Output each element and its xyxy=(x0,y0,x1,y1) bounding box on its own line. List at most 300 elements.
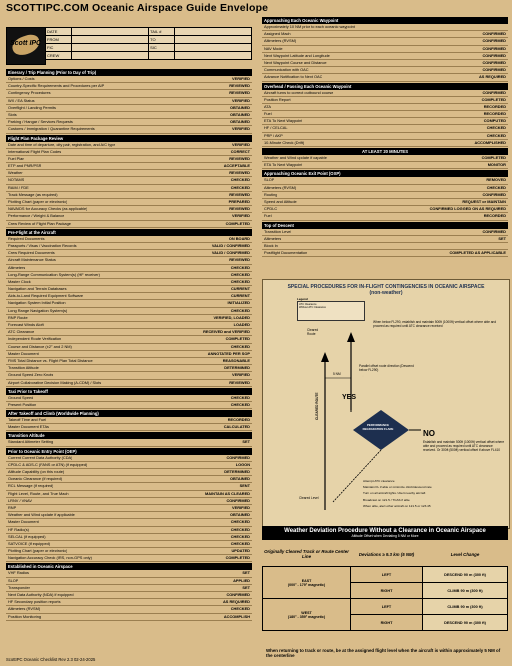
checklist-item-value: VERIFIED, LOADED xyxy=(213,314,250,320)
track-range: (000° - 179° magnetic) xyxy=(287,582,326,587)
section-header: Itinerary / Trip Planning (Prior to Day of Trip) xyxy=(6,69,252,76)
checklist-row[interactable] xyxy=(6,149,252,156)
checklist-item-label: Master Document xyxy=(8,519,39,525)
checklist-item-value: COMPLETED xyxy=(225,220,250,226)
checklist-row[interactable] xyxy=(6,177,252,184)
checklist-item-value: RECORDED xyxy=(483,213,506,219)
legend-item: ATC Clearance xyxy=(299,303,317,306)
checklist-item-label: PRP / AKP xyxy=(264,132,283,138)
checklist-item-label: Airport Collaborative Decision Making (A-CDM) / Slots xyxy=(8,379,102,385)
checklist-row[interactable] xyxy=(6,365,252,372)
contingency-bullet: When able, alert other aircraft on 121.5 or 123.45 xyxy=(363,503,431,508)
checklist-item-label: Transition Level xyxy=(264,228,292,234)
page-title: SCOTTIPC.COM Oceanic Airspace Guide Envelope xyxy=(6,2,269,14)
id-grid-field[interactable] xyxy=(175,28,252,36)
id-grid-field[interactable] xyxy=(175,52,252,60)
checklist-item-label: Master Document ETAs xyxy=(8,424,50,430)
checklist-item-label: Ground Speed Zero Knots xyxy=(8,372,54,378)
checklist-item-value: ACCEPTABLE xyxy=(223,163,250,169)
checklist-row[interactable] xyxy=(262,53,508,60)
checklist-item-value: CONFIRMED xyxy=(482,191,506,197)
section-header: Pre-Flight at the Aircraft xyxy=(6,229,252,236)
checklist-row[interactable] xyxy=(262,192,508,199)
checklist-row[interactable] xyxy=(262,229,508,236)
return-to-track-note: When returning to track or route, be at the assigned flight level when the aircraft is within approximately 5 NM of the centerline xyxy=(266,648,501,658)
checklist-row[interactable] xyxy=(6,272,252,279)
checklist-row[interactable] xyxy=(6,213,252,220)
checklist-row[interactable] xyxy=(262,46,508,53)
checklist-item-label: Next Data Authority (NDA) if equipped xyxy=(8,592,74,597)
checklist-row[interactable] xyxy=(6,185,252,192)
deviation-cell: RIGHT xyxy=(351,583,423,599)
checklist-item-label: Routing xyxy=(264,191,278,197)
checklist-row[interactable] xyxy=(262,125,508,132)
checklist-item-value: COMPLETED xyxy=(481,96,506,102)
checklist-item-value: CALCULATED xyxy=(223,424,250,430)
checklist-item-value: VALID / CONFIRMED xyxy=(211,250,250,256)
checklist-item-label: Aircraft Maintenance Status xyxy=(8,257,56,263)
checklist-item-label: CPDLC xyxy=(264,206,278,212)
checklist-item-label: Crew Required Documents xyxy=(8,250,55,256)
logo-text: Scott IPC xyxy=(10,40,42,47)
checklist-row[interactable] xyxy=(6,98,252,105)
checklist-row[interactable] xyxy=(6,279,252,286)
checklist-item-value: CONFIRMED xyxy=(482,59,506,65)
checklist-item-value: SENT xyxy=(239,483,250,489)
checklist-item-value: CONFIRMED xyxy=(226,497,250,503)
no-label: NO xyxy=(423,429,435,438)
checklist-row[interactable] xyxy=(6,105,252,112)
checklist-item-value: REASONABLE xyxy=(222,357,250,363)
checklist-row[interactable] xyxy=(6,469,252,476)
checklist-row[interactable] xyxy=(262,24,508,31)
checklist-item-value: LOGON xyxy=(235,461,250,467)
logo xyxy=(6,27,46,65)
checklist-item-value: CHECKED xyxy=(230,519,250,525)
checklist-item-value: CHECKED xyxy=(230,278,250,284)
checklist-item-label: Altitude Capability (on this route) xyxy=(8,469,65,474)
checklist-item-value: CONFIRMED xyxy=(482,89,506,95)
decision-diamond-text: PERFORMANCE DEGRADATION FLARE xyxy=(362,423,394,431)
checklist-item-value: CONFIRMED xyxy=(482,52,506,58)
checklist-item-value: LOADED xyxy=(233,322,250,327)
deviation-cell: RIGHT xyxy=(351,615,423,631)
checklist-item-label: RAIM / FDE xyxy=(8,184,29,190)
checklist-item-value: REVIEWED xyxy=(229,206,250,212)
checklist-item-label: Weather and Wind update if applicable xyxy=(8,512,75,518)
checklist-row[interactable] xyxy=(262,90,508,97)
checklist-item-label: Position Report xyxy=(264,96,291,102)
checklist-item-label: Fuel xyxy=(264,213,272,219)
checklist-item-label: NOTAMS xyxy=(8,177,25,183)
checklist-row[interactable] xyxy=(6,417,252,424)
checklist-item-value: SET xyxy=(242,570,250,576)
checklist-item-label: Course and Distance (±2° and 2 NM) xyxy=(8,343,72,349)
level-change-cell: DESCEND 90 m (300 ft) xyxy=(423,615,508,631)
track-range: (180° - 359° magnetic) xyxy=(287,614,326,619)
cleared-level-label: Cleared Level xyxy=(299,496,319,500)
checklist-item-label: Assigned Mach xyxy=(264,31,291,37)
checklist-row[interactable] xyxy=(6,555,252,562)
checklist-row[interactable] xyxy=(6,372,252,379)
checklist-row[interactable] xyxy=(6,380,252,387)
column-header: Level Change xyxy=(450,551,480,557)
id-grid-row xyxy=(46,44,252,52)
checklist-item-label: Takeoff Time and Fuel xyxy=(8,417,47,423)
checklist-row[interactable] xyxy=(262,185,508,192)
checklist-item-label: Next Waypoint Course and Distance xyxy=(264,59,327,65)
id-grid-label: TO xyxy=(149,36,175,44)
checklist-row[interactable] xyxy=(6,606,252,613)
checklist-row[interactable] xyxy=(6,439,252,446)
column-header: Deviations ≥ 9.3 km (5 NM) xyxy=(358,551,415,557)
checklist-row[interactable] xyxy=(6,329,252,336)
weather-deviation-header xyxy=(262,526,508,540)
track-direction-cell xyxy=(263,567,351,599)
checklist-item-label: Crew Review of Flight Plan Package xyxy=(8,220,71,226)
offset-route-arrow xyxy=(347,332,355,342)
checklist-row[interactable] xyxy=(6,76,252,83)
checklist-item-value: VERIFIED xyxy=(232,372,250,378)
checklist-row[interactable] xyxy=(6,126,252,133)
cleared-route-arrow xyxy=(321,352,329,362)
checklist-item-label: Flight Level, Route, and True Mach xyxy=(8,490,69,496)
checklist-row[interactable] xyxy=(6,90,252,97)
deviation-cell: LEFT xyxy=(351,567,423,583)
contingency-diagram xyxy=(262,279,510,529)
checklist-row[interactable] xyxy=(262,140,508,147)
checklist-row[interactable] xyxy=(6,83,252,90)
checklist-item-value: APPLIED xyxy=(233,577,250,583)
checklist-item-value: COMPLETED xyxy=(225,336,250,342)
checklist-item-value: DETERMINED xyxy=(224,365,250,371)
checklist-row[interactable] xyxy=(6,243,252,250)
checklist-item-label: Altimeters xyxy=(264,235,282,241)
checklist-item-value: AS REQUIRED xyxy=(222,599,250,605)
id-grid-row xyxy=(46,36,252,44)
level-change-cell: DESCEND 90 m (300 ft) xyxy=(423,567,508,583)
cleared-route-vertical-label: CLEARED ROUTE xyxy=(315,392,319,420)
checklist-row[interactable] xyxy=(262,236,508,243)
checklist-item-value: CHECKED xyxy=(486,132,506,138)
checklist-item-value: CONFIRMED xyxy=(482,67,506,73)
id-grid-label: SIC xyxy=(149,44,175,52)
checklist-row[interactable] xyxy=(6,505,252,512)
checklist-item-value: INITIALIZED xyxy=(227,300,250,306)
checklist-item-value: CONFIRMED xyxy=(482,31,506,37)
id-grid-field[interactable] xyxy=(72,36,149,44)
table-row xyxy=(263,567,508,583)
checklist-row[interactable] xyxy=(6,119,252,126)
checklist-item-label: SATVOICE (if equipped) xyxy=(8,540,51,546)
table-row xyxy=(263,599,508,615)
checklist-item-value: CHECKED xyxy=(230,264,250,270)
checklist-row[interactable] xyxy=(262,133,508,140)
checklist-item-value: COMPLETED xyxy=(225,555,250,561)
checklist-row[interactable] xyxy=(6,358,252,365)
checklist-item-value: PREPARED xyxy=(228,199,250,204)
checklist-row[interactable] xyxy=(262,97,508,104)
checklist-row[interactable] xyxy=(6,163,252,170)
checklist-item-value: CHECKED xyxy=(230,394,250,400)
checklist-item-value: CHECKED xyxy=(230,606,250,612)
level-change-cell: CLIMB 90 m (300 ft) xyxy=(423,599,508,615)
checklist-row[interactable] xyxy=(6,424,252,431)
checklist-item-value: CONFIRMED xyxy=(482,38,506,44)
checklist-item-label: Postflight Documentation xyxy=(264,250,308,256)
checklist-item-label: NAVAIDS for Accuracy Checks (as applicable) xyxy=(8,206,88,212)
id-grid-field[interactable] xyxy=(72,52,149,60)
checklist-row[interactable] xyxy=(6,206,252,213)
checklist-row[interactable] xyxy=(6,395,252,402)
section-header: Established in Oceanic Airspace xyxy=(6,563,252,570)
checklist-item-value: SET xyxy=(242,584,250,590)
checklist-item-value: ACCOMPLISH xyxy=(223,613,250,619)
checklist-row[interactable] xyxy=(6,142,252,149)
checklist-row[interactable] xyxy=(6,192,252,199)
checklist-item-label: HF / CELCAL xyxy=(264,125,288,131)
checklist-item-label: HF Secondary position reports xyxy=(8,599,61,605)
checklist-row[interactable] xyxy=(6,614,252,621)
checklist-item-label: Oceanic Clearance (if required) xyxy=(8,476,63,482)
checklist-row[interactable] xyxy=(6,599,252,606)
checklist-item-label: Speed and Altitude xyxy=(264,198,297,204)
checklist-row[interactable] xyxy=(6,293,252,300)
checklist-row[interactable] xyxy=(262,104,508,111)
checklist-row[interactable] xyxy=(262,155,508,162)
checklist-item-value: REVIEWED xyxy=(229,90,250,96)
checklist-item-label: Performance / Weight & Balance xyxy=(8,213,65,219)
checklist-item-label: RCL Message (if required) xyxy=(8,483,54,489)
checklist-row[interactable] xyxy=(262,213,508,220)
checklist-row[interactable] xyxy=(6,265,252,272)
checklist-item-value: CURRENT xyxy=(230,286,250,292)
checklist-item-value: CHECKED xyxy=(230,526,250,532)
checklist-item-value: VERIFIED xyxy=(232,126,250,132)
checklist-row[interactable] xyxy=(6,156,252,163)
checklist-row[interactable] xyxy=(6,402,252,409)
level-change-cell: CLIMB 90 m (300 ft) xyxy=(423,583,508,599)
checklist-item-value: RECEIVED and VERIFIED xyxy=(203,329,250,335)
contingency-bullet: Broadcast on 121.5 / TCAS if able xyxy=(363,497,410,502)
checklist-item-label: Forecast Winds Aloft xyxy=(8,322,44,327)
checklist-row[interactable] xyxy=(262,250,508,257)
checklist-row[interactable] xyxy=(6,476,252,483)
checklist-row[interactable] xyxy=(6,300,252,307)
checklist-item-value: CHECKED xyxy=(486,125,506,131)
checklist-item-value: COMPLETED xyxy=(481,155,506,160)
checklist-row[interactable] xyxy=(6,286,252,293)
checklist-row[interactable] xyxy=(6,578,252,585)
checklist-item-label: Transponder xyxy=(8,584,30,590)
checklist-item-label: ETP and PNR/PSR xyxy=(8,163,42,169)
section-header: Transition Altitude xyxy=(6,432,252,439)
checklist-item-label: Track Message (as required) xyxy=(8,191,58,197)
checklist-item-value: REVIEWED xyxy=(229,379,250,385)
table-header-row xyxy=(263,542,508,567)
checklist-row[interactable] xyxy=(262,177,508,184)
checklist-item-label: Advance Notification to Next OAC xyxy=(264,74,323,80)
cleared-route-top-label: Cleared Route xyxy=(307,328,319,336)
diagram-title: SPECIAL PROCEDURES FOR IN-FLIGHT CONTINGENCIES IN OCEANIC AIRSPACE (non-weather) xyxy=(287,284,485,296)
checklist-row[interactable] xyxy=(6,462,252,469)
section-header: AT LEAST 20 MINUTES xyxy=(262,148,508,155)
deviation-cell: LEFT xyxy=(351,599,423,615)
checklist-item-label: Approximately 10 NM prior to each oceanic waypoint xyxy=(264,24,355,29)
checklist-row[interactable] xyxy=(6,221,252,228)
checklist-item-label: Altimeters (RVSM) xyxy=(264,38,297,44)
checklist-row[interactable] xyxy=(6,322,252,329)
checklist-item-label: Independent Route Verification xyxy=(8,336,62,342)
checklist-item-value: REVIEWED xyxy=(229,170,250,176)
checklist-row[interactable] xyxy=(6,483,252,490)
checklist-item-label: Navigation System Initial Position xyxy=(8,300,66,306)
checklist-item-label: LRNV / VNAV xyxy=(8,497,32,503)
checklist-row[interactable] xyxy=(262,60,508,67)
yes-label: YES xyxy=(342,394,357,401)
checklist-row[interactable] xyxy=(262,206,508,213)
checklist-item-value: RECORDED xyxy=(227,417,250,423)
checklist-row[interactable] xyxy=(262,67,508,74)
checklist-row[interactable] xyxy=(262,31,508,38)
checklist-row[interactable] xyxy=(6,527,252,534)
checklist-row[interactable] xyxy=(6,112,252,119)
track-direction: WEST xyxy=(301,610,312,615)
checklist-row[interactable] xyxy=(6,336,252,343)
checklist-item-value: REMOVED xyxy=(486,177,506,183)
checklist-row[interactable] xyxy=(6,455,252,462)
checklist-item-label: Master Document xyxy=(8,350,39,356)
checklist-item-value: CORRECT xyxy=(230,148,250,154)
checklist-row[interactable] xyxy=(262,118,508,125)
checklist-item-label: HF Radio(s) xyxy=(8,526,29,532)
id-grid-field[interactable] xyxy=(175,44,252,52)
checklist-item-label: ETA To Next Waypoint xyxy=(264,118,303,124)
id-grid-row xyxy=(46,28,252,36)
checklist-item-label: Standard Altimeter Setting xyxy=(8,439,54,445)
checklist-item-label: Fuel Plan xyxy=(8,155,25,161)
checklist-row[interactable] xyxy=(262,74,508,81)
checklist-item-label: Contingency Procedures xyxy=(8,90,51,96)
checklist-item-label: Transition Altitude xyxy=(8,365,39,371)
checklist-item-label: NAV Mode xyxy=(264,45,283,51)
legend-item: Without ATC Clearance xyxy=(299,306,326,309)
checklist-row[interactable] xyxy=(6,512,252,519)
checklist-row[interactable] xyxy=(6,541,252,548)
checklist-item-label: Overflight / Landing Permits xyxy=(8,104,57,110)
id-grid-field[interactable] xyxy=(72,44,149,52)
checklist-item-value: CHECKED xyxy=(230,177,250,183)
checklist-item-label: Long-Range Communication System(s) (HF receiver) xyxy=(8,271,100,277)
checklist-row[interactable] xyxy=(6,257,252,264)
checklist-row[interactable] xyxy=(6,199,252,206)
checklist-item-label: ATC Clearance xyxy=(8,329,35,335)
checklist-item-value: CHECKED xyxy=(486,184,506,190)
checklist-row[interactable] xyxy=(262,199,508,206)
checklist-row[interactable] xyxy=(262,162,508,169)
trip-id-grid xyxy=(45,27,252,60)
checklist-item-label: Plotting Chart (paper or electronic) xyxy=(8,199,68,204)
checklist-row[interactable] xyxy=(6,315,252,322)
checklist-row[interactable] xyxy=(6,491,252,498)
checklist-row[interactable] xyxy=(6,351,252,358)
checklist-item-value: RECORDED xyxy=(483,103,506,109)
contingency-bullets xyxy=(359,478,507,509)
checklist-item-value: SET xyxy=(242,439,250,445)
parallel-track-label: Parallel offset route direction (Descend below FL290) xyxy=(359,364,414,372)
checklist-item-value: AS REQUIRED xyxy=(478,74,506,80)
checklist-item-label: Long Range Navigation System(s) xyxy=(8,307,68,313)
checklist-row[interactable] xyxy=(262,111,508,118)
checklist-item-label: Master Clock xyxy=(8,278,31,284)
weather-deviation-title: Weather Deviation Procedure Without a Clearance in Oceanic Airspace xyxy=(284,528,486,534)
checklist-item-value: ANNOTATED PER SOP xyxy=(207,350,250,356)
checklist-item-value xyxy=(504,243,506,249)
checklist-item-label: FMS Total Distance vs. Flight Plan Total Distance xyxy=(8,357,93,363)
checklist-item-label: CPDLC & ADS-C (FANS or ATN) (if equipped) xyxy=(8,461,88,467)
weather-deviation-table xyxy=(262,542,508,631)
checklist-item-value: OBTAINED xyxy=(229,512,250,518)
checklist-item-value: CURRENT xyxy=(230,293,250,299)
checklist-item-label: Fuel xyxy=(264,111,272,117)
section-header: Approaching Oceanic Exit Point (OXP) xyxy=(262,170,508,177)
checklist-item-label: WX / EA Status xyxy=(8,97,35,103)
checklist-row[interactable] xyxy=(6,170,252,177)
checklist-item-label: SELCAL (if equipped) xyxy=(8,533,46,539)
checklist-row[interactable] xyxy=(6,250,252,257)
checklist-item-label: Block In xyxy=(264,242,278,248)
section-header: Prior to Oceanic Entry Point (OEP) xyxy=(6,448,252,455)
legend-title: Legend xyxy=(297,297,308,301)
checklist-row[interactable] xyxy=(6,344,252,351)
diagram-legend xyxy=(297,301,365,321)
checklist-item-label: Ground Speed xyxy=(8,394,34,400)
section-header: After Takeoff and Climb (Worldwide Planning) xyxy=(6,410,252,417)
checklist-row[interactable] xyxy=(6,498,252,505)
checklist-row[interactable] xyxy=(6,308,252,315)
id-grid-row xyxy=(46,52,252,60)
checklist-item-value: REVIEWED xyxy=(229,191,250,197)
checklist-row[interactable] xyxy=(6,570,252,577)
checklist-row[interactable] xyxy=(6,534,252,541)
checklist-item-label: Navigation and Terrain Databases xyxy=(8,286,67,292)
checklist-item-label: Next Waypoint Latitude and Longitude xyxy=(264,52,330,58)
checklist-row[interactable] xyxy=(6,585,252,592)
section-header: Taxi Prior to Takeoff xyxy=(6,388,252,395)
checklist-item-label: RNP Route xyxy=(8,314,28,320)
checklist-row[interactable] xyxy=(6,548,252,555)
checklist-item-label: Current Current Data Authority (CDA) xyxy=(8,454,73,460)
left-checklist xyxy=(6,68,252,621)
checklist-item-label: SLOP xyxy=(264,177,275,183)
checklist-item-label: Altimeters (RVSM) xyxy=(8,606,41,612)
id-grid-label: TAIL # xyxy=(149,28,175,36)
checklist-row[interactable] xyxy=(262,38,508,45)
checklist-row[interactable] xyxy=(262,243,508,250)
checklist-item-value: VERIFIED xyxy=(232,141,250,147)
checklist-row[interactable] xyxy=(6,592,252,599)
id-grid-field[interactable] xyxy=(72,28,149,36)
id-grid-label: DATE xyxy=(46,28,72,36)
contingency-bullet: Maintain FL if able or minimize climb/descend rate xyxy=(363,485,432,490)
checklist-item-value: CONFIRMED xyxy=(482,228,506,234)
checklist-item-value: CHECKED xyxy=(230,540,250,546)
checklist-item-label: Required Documents xyxy=(8,235,45,241)
checklist-item-value: VALID / CONFIRMED xyxy=(211,242,250,248)
checklist-row[interactable] xyxy=(6,236,252,243)
checklist-row[interactable] xyxy=(6,519,252,526)
id-grid-field[interactable] xyxy=(175,36,252,44)
